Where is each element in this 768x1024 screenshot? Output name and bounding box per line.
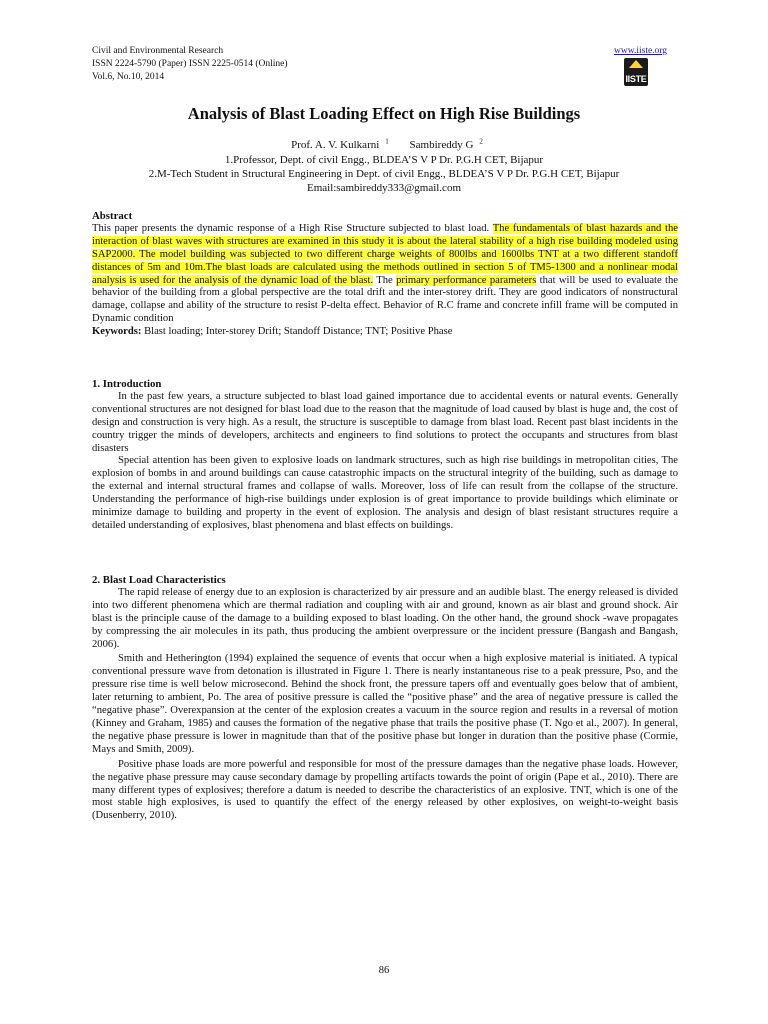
issn-line: ISSN 2224-5790 (Paper) ISSN 2225-0514 (Online) xyxy=(92,59,288,69)
page-number: 86 xyxy=(378,965,390,976)
author-line xyxy=(90,138,678,153)
abstract-text: This paper presents the dynamic response of a High Rise Structure subjected to blast load. The fundamentals of blast hazards and the interaction of blast waves with structures are examined in this study it is about the lateral stability of a high rise building modeled using SAP2000. The model building was subjected to two different charge weights of 800lbs and 1600lbs TNT at a two different standoff distances of 5m and 10m.The blast loads are calculated using the methods outlined in section 5 of TM5-1300 and a nonlinear modal analysis is used for the analysis of the dynamic load of the blast. The primary performance parameters that will be used to evaluate the behavior of the building from a global perspective are the total drift and the inter-storey drift. They are good indicators of nonstructural damage, collapse and ability of the structure to resist P-delta effect. Behavior of R.C frame and concrete infill frame will be computed in Dynamic condition xyxy=(92,222,678,325)
highlight-2: primary performance parameters xyxy=(396,274,537,286)
logo-text: IISTE xyxy=(625,74,647,84)
blast-load-paragraph-2: Smith and Hetherington (1994) explained the sequence of events that occur when a high explosive material is initiated. A typical conventional pressure wave from detonation is illustrated in Figure 1. There is nearly instantaneous rise to a peak pressure, Pso, and the pressure rise time is well below microsecond. Behind the shock front, the pressure tapers off and eventually goes below that of ambient, later returning to ambient, Po. The area of positive pressure is called the “positive phase” and the area of negative pressure is called the “negative phase”. Overexpansion at the center of the explosion creates a vacuum in the source region and results in a reversal of motion (Kinney and Graham, 1985) and causes the formation of the negative phase that trails the positive phase (T. Ngo et al., 2007). In general, the negative phase pressure is lower in magnitude than that of the positive phase but longer in duration than the positive phase (Cormie, Mays and Smith, 2009). xyxy=(92,653,678,755)
introduction-heading: 1. Introduction xyxy=(92,378,162,390)
author-1: Prof. A. V. Kulkarni $^1$ xyxy=(291,137,389,151)
journal-url-link[interactable]: www.iiste.org xyxy=(614,46,668,56)
journal-header xyxy=(92,45,288,84)
journal-name: Civil and Environmental Research xyxy=(92,46,224,56)
author-2: Sambireddy G $^2$ xyxy=(409,137,483,151)
blast-load-paragraph-1: The rapid release of energy due to an explosion is characterized by air pressure and an audible blast. The energy released is divided into two different phenomena which are thermal radiation and coupling with air and ground, known as air blast and ground shock. Air blast is the principle cause of the damage to a building exposed to blast loading. On the other hand, the ground shock -wave propagates by compressing the air molecules in its path, thus producing the ambient overpressure or the incident pressure (Bangash and Bangash, 2006). xyxy=(92,586,678,650)
paper-title: Analysis of Blast Loading Effect on High Rise Buildings xyxy=(187,104,581,123)
logo-triangle-icon xyxy=(629,60,643,68)
highlight-1: The fundamentals of blast hazards and the interaction of blast waves with structures are examined in this study it is about the lateral stability of a high rise building modeled using SAP2000. The model building was subjected to two different charge weights of 800lbs and 1600lbs TNT at a two different standoff distances of 5m and 10m.The blast loads are calculated using the methods outlined in section 5 of TM5-1300 and a nonlinear modal analysis is used for the analysis of the dynamic load of the blast. xyxy=(92,222,678,286)
keywords-line: Keywords: Blast loading; Inter-storey Drift; Standoff Distance; TNT; Positive Phase xyxy=(92,326,453,338)
introduction-paragraph-2: Special attention has been given to explosive loads on landmark structures, such as high rise buildings in metropolitan cities, The explosion of bombs in and around buildings can cause catastrophic impacts on the structural integrity of the building, such as damage to the external and internal structural frames and collapse of walls. Moreover, loss of life can result from the collapse of the structure. Understanding the performance of high-rise buildings under explosion is of great importance to provide buildings which eliminate or minimize damage to building and property in the event of explosion. The analysis and design of blast resistant structures require a detailed understanding of explosives, blast phenomena and blast effects on buildings. xyxy=(92,455,678,531)
abstract-section xyxy=(92,210,678,339)
blast-load-heading: 2. Blast Load Characteristics xyxy=(92,574,226,586)
abstract-heading: Abstract xyxy=(92,210,133,222)
affiliation-2: 2.M-Tech Student in Structural Engineering in Dept. of civil Engg., BLDEA’S V P Dr. P.G.H CET, Bijapur xyxy=(148,168,620,180)
author-email: Email:sambireddy333@gmail.com xyxy=(306,182,462,194)
blast-load-section xyxy=(92,574,678,823)
introduction-section xyxy=(92,378,678,533)
volume-line: Vol.6, No.10, 2014 xyxy=(92,72,165,82)
affiliation-1: 1.Professor, Dept. of civil Engg., BLDEA’S V P Dr. P.G.H CET, Bijapur xyxy=(224,154,544,166)
introduction-paragraph-1: In the past few years, a structure subjected to blast load gained importance due to accidental events or natural events. Generally conventional structures are not designed for blast load due to the reason that the magnitude of load caused by blast is huge and, the cost of design and construction is very high. As a result, the structure is susceptible to damage from blast load. Recent past blast incidents in the country trigger the minds of developers, architects and engineers to find solutions to protect the occupants and structures from blast disasters xyxy=(92,390,678,454)
iiste-logo xyxy=(624,58,648,86)
blast-load-paragraph-3: Positive phase loads are more powerful and responsible for most of the pressure damages than the negative phase loads. However, the negative phase pressure may cause secondary damage by propelling artifacts towards the point of origin (Pape et al., 2010). There are many different types of explosives; therefore a datum is needed to describe the characteristics of an explosive. TNT, which is one of the most stable high explosives, is used to quantify the effect of the energy released by other explosives, on weight-to-weight basis (Dusenberry, 2010). xyxy=(92,758,678,822)
